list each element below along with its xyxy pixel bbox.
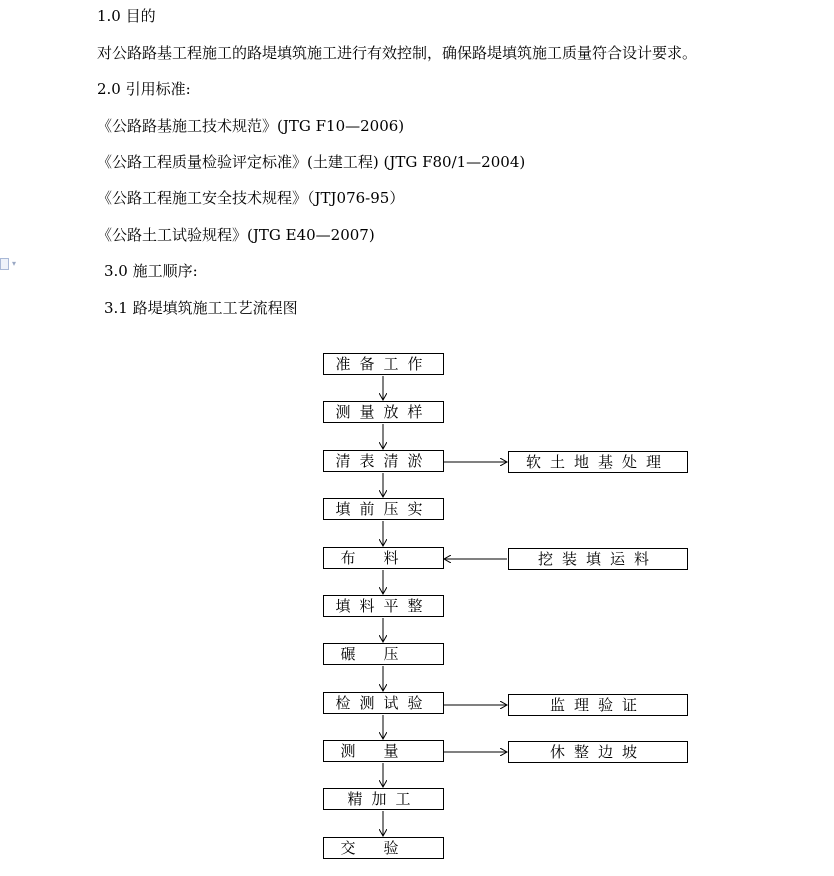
- page-icon: [0, 258, 9, 270]
- heading-standards: 2.0 引用标准:: [97, 80, 191, 98]
- side-step: 挖装填运料: [508, 548, 688, 570]
- flow-step: 准备工作: [323, 353, 444, 375]
- side-step: 监理验证: [508, 694, 688, 716]
- flow-step: 清表清淤: [323, 450, 444, 472]
- flow-step: 精加工: [323, 788, 444, 810]
- flow-step: 填前压实: [323, 498, 444, 520]
- purpose-text: 对公路路基工程施工的路堤填筑施工进行有效控制，确保路堤填筑施工质量符合设计要求。: [97, 44, 698, 62]
- heading-sequence: 3.0 施工顺序:: [104, 262, 198, 280]
- standard-item: 《公路土工试验规程》(JTG E40—2007): [97, 226, 375, 244]
- margin-document-icon[interactable]: [0, 258, 22, 272]
- flow-step: 填料平整: [323, 595, 444, 617]
- heading-purpose: 1.0 目的: [97, 7, 156, 25]
- standard-item: 《公路工程质量检验评定标准》(土建工程) (JTG F80/1—2004): [97, 153, 526, 171]
- flow-step: 测量放样: [323, 401, 444, 423]
- side-step: 软土地基处理: [508, 451, 688, 473]
- heading-flowchart: 3.1 路堤填筑施工工艺流程图: [104, 299, 298, 317]
- flow-step: 交验: [323, 837, 444, 859]
- chevron-down-icon: ▾: [12, 259, 17, 268]
- standard-item: 《公路路基施工技术规范》(JTG F10—2006): [97, 117, 405, 135]
- side-step: 休整边坡: [508, 741, 688, 763]
- flow-step: 碾压: [323, 643, 444, 665]
- flow-step: 布料: [323, 547, 444, 569]
- standard-item: 《公路工程施工安全技术规程》（JTJ076-95）: [97, 189, 405, 207]
- flow-step: 测量: [323, 740, 444, 762]
- flow-step: 检测试验: [323, 692, 444, 714]
